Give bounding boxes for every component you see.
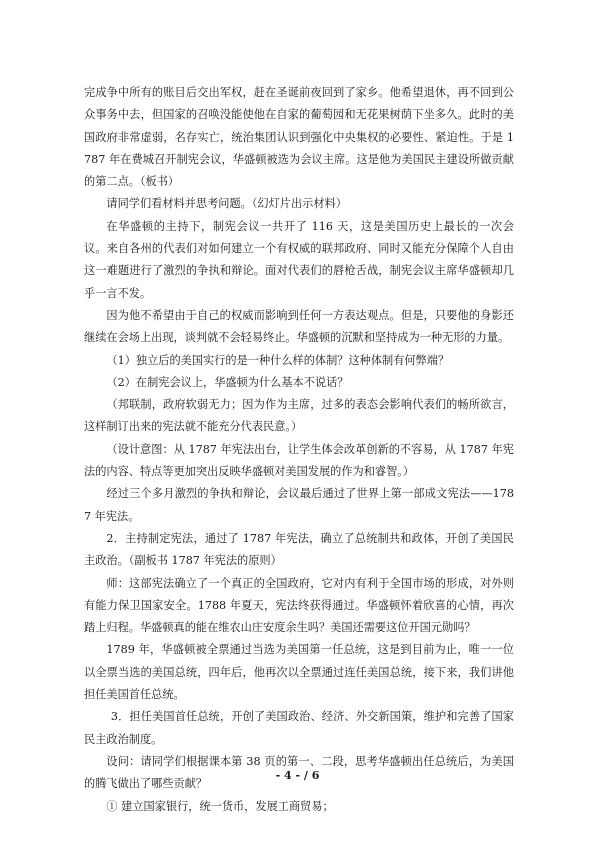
question-1: （1）独立后的美国实行的是一种什么样的体制？这种体制有何弊端？	[106, 353, 450, 367]
design-intent: （设计意图：从 1787 年宪法出台，让学生体会改革创新的不容易，从 1787 年宪法的内容、特点等更加突出反映华盛顿对美国发展的作为和睿智。）	[84, 442, 514, 479]
answer: （邦联制，政府软弱无力；因为作为主席，过多的表态会影响代表们的畅所欲言，这样制订出来的宪法就不能充分代表民意。）	[84, 398, 514, 434]
paragraph: 1789 年，华盛顿被全票通过当选为美国第一任总统，这是到目前为止，唯一一位以全票当选的美国总统，四年后，他再次以全票通过连任美国总统，接下来，我们讲他担任美国首任总统。	[84, 643, 514, 702]
document-body	[84, 82, 514, 818]
section-heading-2: 2．主持制定宪法，通过了 1787 年宪法，确立了总统制共和政体，开创了美国民主政治。（副板书 1787 年宪法的原则）	[84, 531, 514, 568]
section-heading-3: 3．担任美国首任总统，开创了美国政治、经济、外交新国策，维护和完善了国家民主政治制度。	[84, 710, 514, 746]
paragraph: 经过三个多月激烈的争执和辩论，会议最后通过了世界上第一部成文宪法——1787 年宪法。	[84, 487, 514, 523]
page-number: - 4 - / 6	[275, 769, 320, 782]
list-item: ① 建立国家银行，统一货币，发展工商贸易；	[106, 799, 334, 813]
paragraph: 在华盛顿的主持下，制宪会议一共开了 116 天，这是美国历史上最长的一次会议。来自各州的代表们对如何建立一个有权威的联邦政府、同时又能充分保障个人自由这一难题进行了激烈的争执和辩论。面对代表们的唇枪舌战，制宪会议主席华盛顿却几乎一言不发。	[84, 219, 514, 300]
paragraph: 完成争中所有的账目后交出军权，赶在圣诞前夜回到了家乡。他希望退休，再不回到公众事务中去，但国家的召唤没能使他在自家的葡萄园和无花果树荫下坐多久。此时的美国政府非常虚弱，名存实亡，统治集团认识到强化中央集权的必要性、紧迫性。于是 1787 年在费城召开制宪会议，华盛顿被选为会议主席。这是他为美国民主建设所做贡献的第二点。（板书）	[84, 86, 514, 189]
paragraph: 因为他不希望由于自己的权威而影响到任何一方表达观点。但是，只要他的身影还继续在会场上出现，谈判就不会轻易终止。华盛顿的沉默和坚持成为一种无形的力量。	[84, 308, 514, 345]
paragraph: 师：这部宪法确立了一个真正的全国政府，它对内有利于全国市场的形成，对外则有能力保卫国家安全。1788 年夏天，宪法终获得通过。华盛顿怀着欣喜的心情，再次踏上归程。华盛顿真的能在维农山庄安度余生吗？美国还需要这位开国元勋吗？	[84, 576, 514, 635]
question: 设问：请同学们根据课本第 38 页的第一、二段，思考华盛顿出任总统后，为美国的腾飞做出了哪些贡献？	[84, 754, 514, 791]
question-2: （2）在制宪会议上，华盛顿为什么基本不说话？	[106, 375, 349, 389]
paragraph: 请同学们看材料并思考问题。（幻灯片出示材料）	[106, 197, 347, 211]
